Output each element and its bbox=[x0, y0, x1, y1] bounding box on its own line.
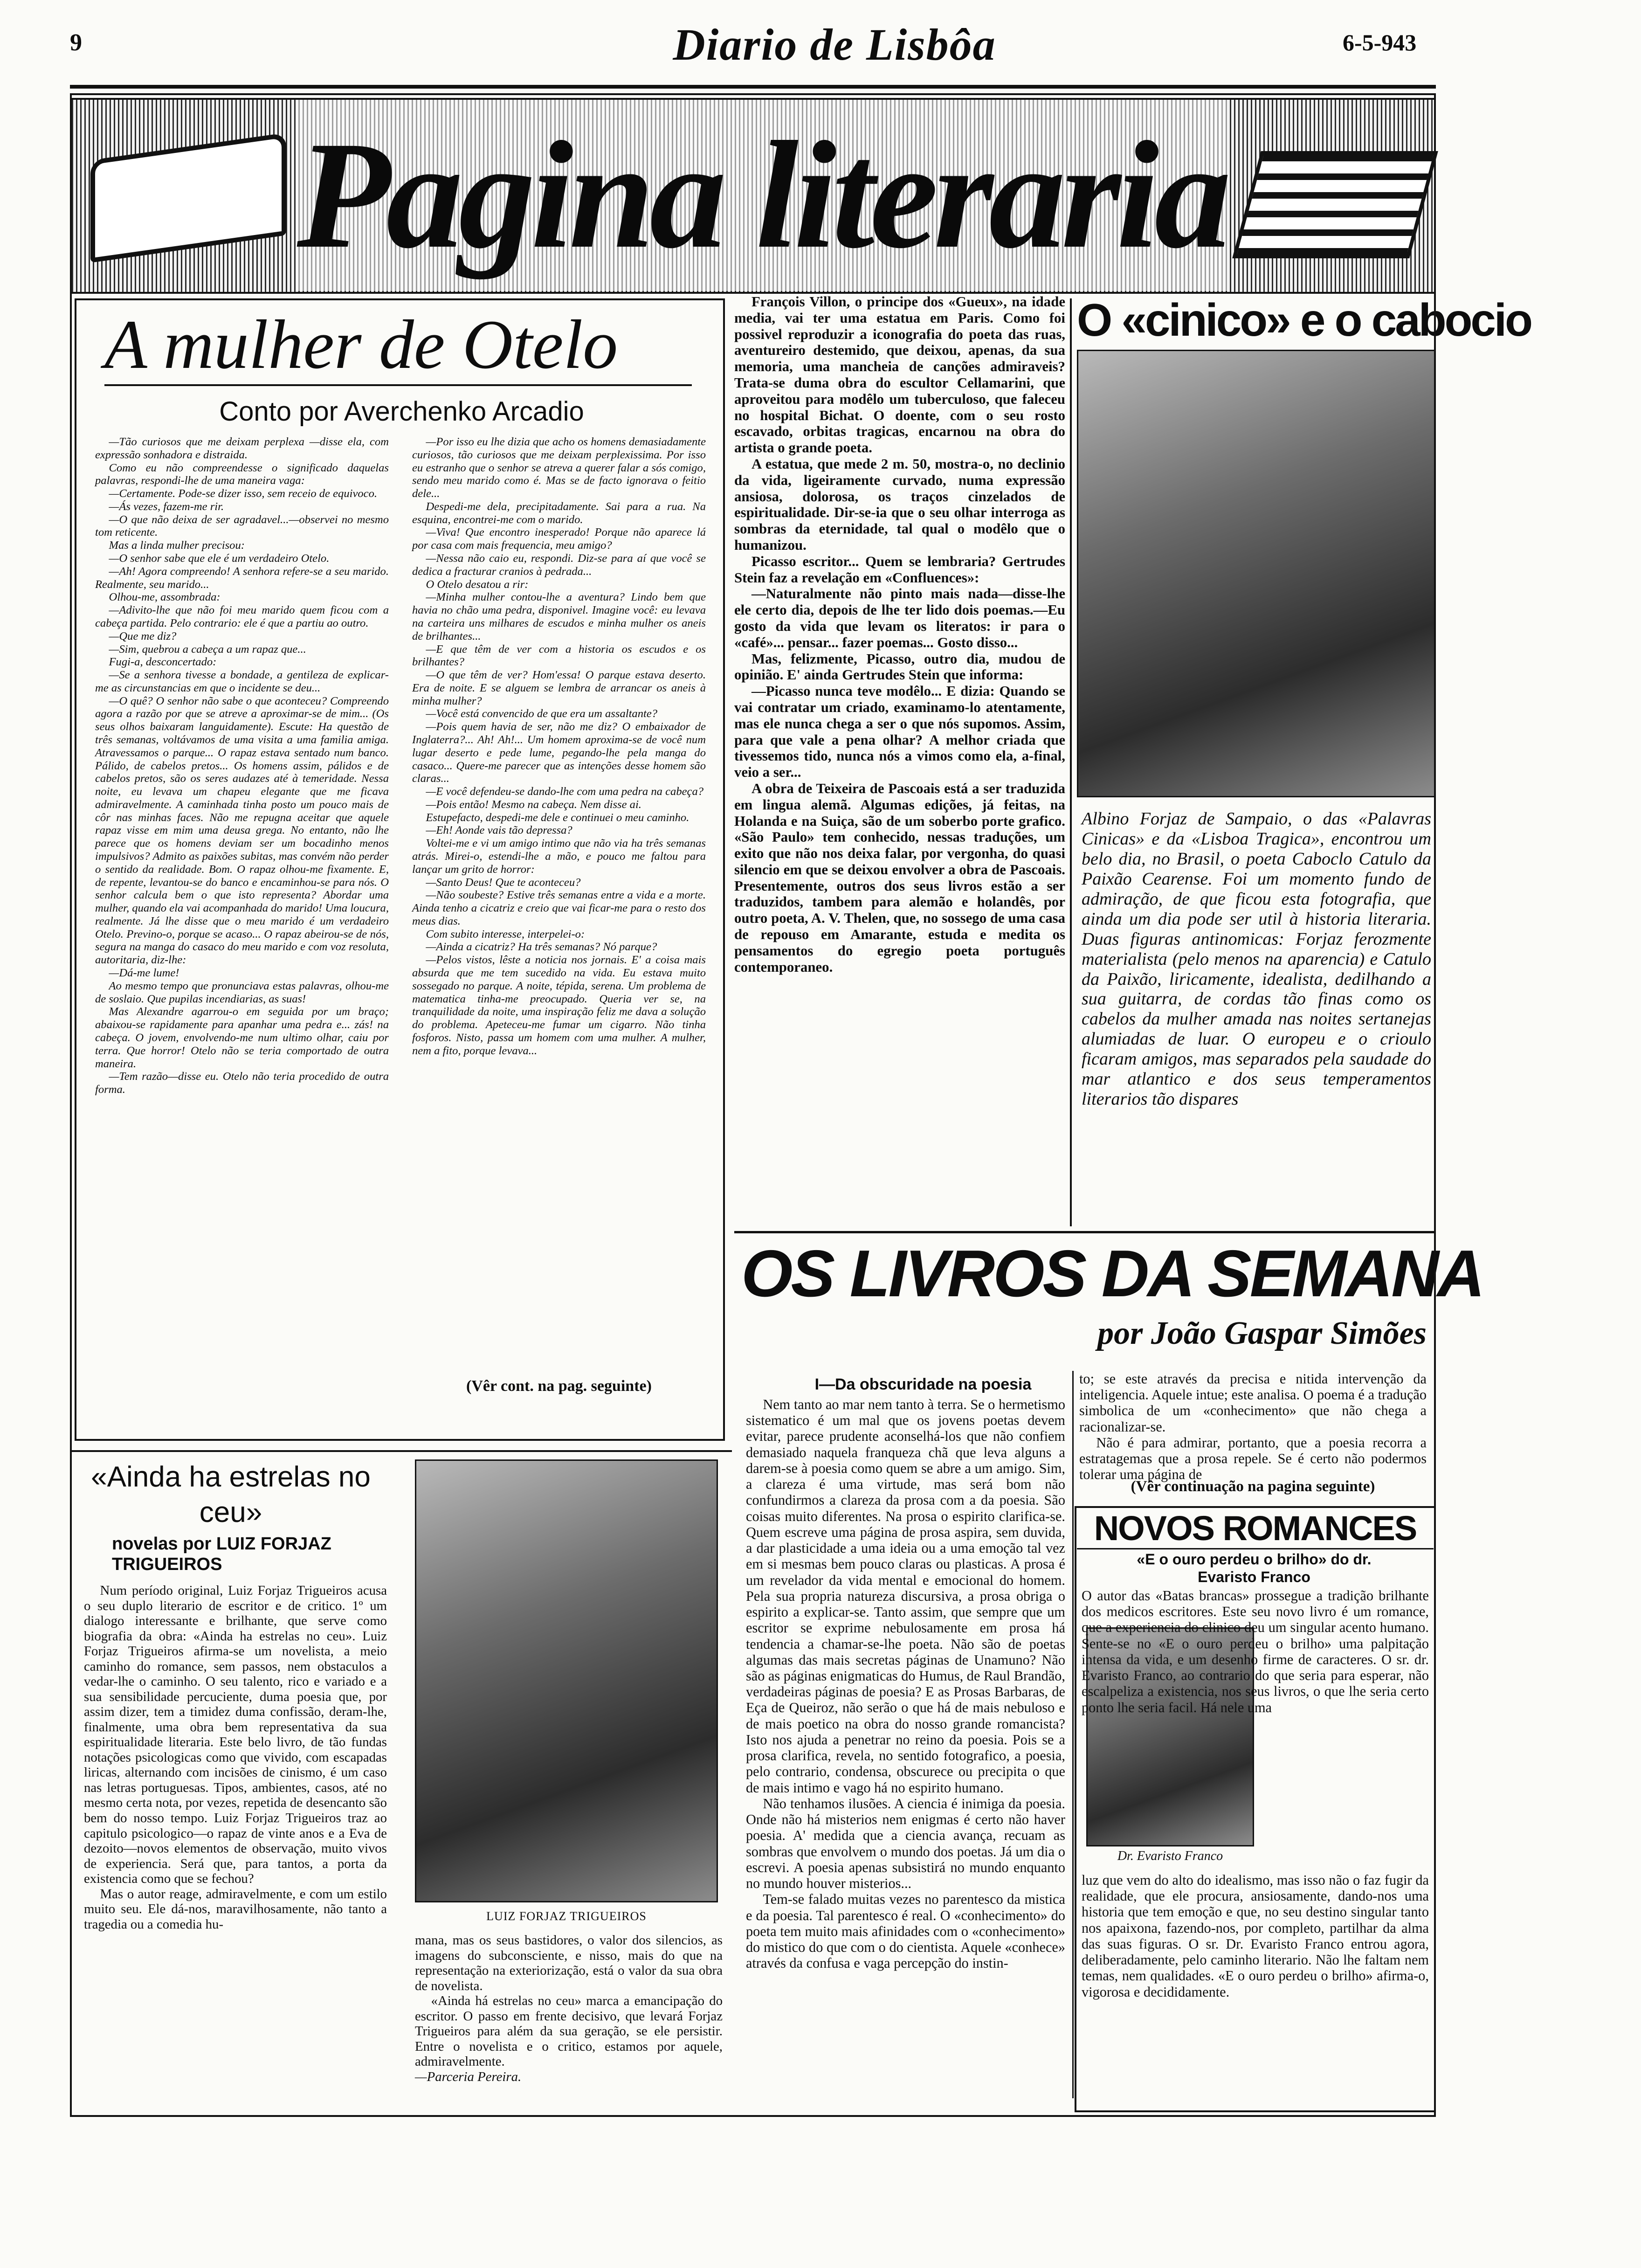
otelo-paragraph: —O senhor sabe que ele é um verdadeiro Otelo. bbox=[109, 552, 330, 565]
trigueiros-photo-caption: LUIZ FORJAZ TRIGUEIROS bbox=[486, 1909, 647, 1923]
otelo-paragraph: —E você defendeu-se dando-lhe com uma pedra na cabeça? bbox=[426, 785, 704, 798]
otelo-paragraph: —E que têm de ver com a historia os escudos e os brilhantes? bbox=[412, 643, 706, 669]
otelo-paragraph: —O quê? O senhor não sabe o que aconteceu? Compreendo agora a razão por que se atreve a aproximar-se de mim... (Os seus olhos baixaram languidamente). Escute: Ha questão de três semanas, voltávamos de uma visita a uma familia amiga. Atravessamos o parque... O rapaz estava sentado num banco. Pálido, de cabelos pretos... Os homens assim, pálidos e de cabelos pretos, são os seres audazes até à temeridade. Nessa noite, eu levava um chapeu elegante que me ficava admiravelmente. A caminhada tinha posto um pouco mais de côr nas minhas faces. Não me repugna aceitar que aquele rapaz visse em mim uma deusa grega. No entanto, não lhe parece que os homens deviam ser um bocadinho menos impulsivos? Admito as paixões subitas, mas convém não perder o sentido da realidade. Bom. O rapaz olhou-me fixamente. E, de repente, levantou-se do banco e encaminhou-se para nós. O senhor calcula bem o que isto representa? Abordar uma mulher, quando ela vai acompanhada do marido! Uma loucura, realmente. Já lhe disse que o meu marido é um verdadeiro Otelo. Previno-o, porque se acaso... O rapaz abeirou-se de nós, segura na manga do casaco do meu marido e com voz resoluta, autoritaria, diz-lhe: bbox=[95, 694, 389, 967]
romances-title: NOVOS ROMANCES bbox=[1077, 1508, 1434, 1549]
otelo-paragraph: —Ah! Agora compreendo! A senhora refere-se a seu marido. Realmente, seu marido... bbox=[95, 565, 389, 591]
cinico-caption: Albino Forjaz de Sampaio, o das «Palavras Cinicas» e da «Lisboa Tragica», encontrou um belo dia, no Brasil, o poeta Caboclo Catulo da Paixão Cearense. Foi um momento fundo de admiração, de que ficou esta fotografia, que ainda um dia pode ser util à historia literaria. Duas figuras antinomicas: Forjaz ferozmente materialista (pelo menos na aparencia) e Catulo da Paixão, liricamente, idealista, dedilhando a sua guitarra, de cordas tão finas como os cabelos da mulher amada nas noites sertanejas alumiadas de luar. O europeu e o crioulo ficaram amigos, mas separados pela saudade do mar atlantico e dos seus temperamentos literarios tão dispares bbox=[1082, 809, 1431, 1109]
otelo-paragraph: —Santo Deus! Que te aconteceu? bbox=[426, 876, 581, 889]
otelo-paragraph: —Ainda a cicatriz? Ha três semanas? Nó parque? bbox=[426, 940, 657, 954]
livros-column-2: to; se este através da precisa e nitida intervenção da inteligencia. Aquele intue; este analisa. O poema é a tradução simbolica de um «conhecimento» que não chega a racionalizar-se. Não é para admirar, portanto, que a poesia recorra a estratagemas que a prosa repele. Se é certo não podermos tolerar uma página de bbox=[1079, 1371, 1427, 1483]
book-icon-left bbox=[90, 132, 286, 263]
otelo-paragraph: —Por isso eu lhe dizia que acho os homens demasiadamente curiosos, tão curiosos que me deixam perplexissima. Por isso eu estranho que o senhor se atreva a querer falar a sós comigo, sendo meu marido como é. Mas se de facto ignorava o feitio dele... bbox=[412, 436, 706, 500]
page-number: 9 bbox=[70, 29, 82, 56]
villon-paragraph: Picasso escritor... Quem se lembraria? Gertrudes Stein faz a revelação em «Confluences»: bbox=[734, 553, 1065, 586]
villon-paragraph: A obra de Teixeira de Pascoais está a ser traduzida em lingua alemã. Algumas edições, já feitas, na Holanda e na Suiça, são de um soberbo porte grafico. «São Paulo» tem conhecido, nessas traduções, um exito que não nos deixa falar, por vergonha, do quasi silencio em que se deixou envolver a obra de Pascoais. Presentemente, outros dos seus livros estão a ser traduzidos, tambem para alemão e holandês, por outro poeta, A. V. Thelen, que, no sossego de uma casa de repouso em Amarante, estuda e medita os pensamentos do egregio poeta português contemporaneo. bbox=[734, 780, 1065, 975]
otelo-paragraph: —Pelos vistos, lêste a noticia nos jornais. E' a coisa mais absurda que me tem sucedido na vida. Eu estava muito sossegado no parque. A noite, tépida, serena. Um problema de matematica tinha-me preocupado. Queria ver se, na tranquilidade da noite, uma inspiração feliz me dava a solução do problema. Apeteceu-me fumar um cigarro. Não tinha fosforos. Nisto, passa um homem com uma mulher. A mulher, nem a fito, porque levava... bbox=[412, 954, 706, 1057]
otelo-box bbox=[75, 298, 725, 1441]
livros-column-1: Nem tanto ao mar nem tanto à terra. Se o hermetismo sistematico é um mal que os jovens poetas devem evitar, parece prudente aconselhá-los que não confiem demasiado naquela franqueza chã que leva alguns a darem-se à poesia como quem se abre a um amigo. Sim, a clareza é uma virtude, mas será bom não confundirmos a clareza da prosa com a da poesia. São coisas muito diferentes. Na prosa o espirito clarifica-se. Quem escreve uma página de prosa aspira, sem duvida, a dar plasticidade a uma ideia ou a uma emoção tal vez em si mesmas bem pouco claras ou plasticas. A prosa é um revelador da vida mental e emocional do homem. Pela sua propria natureza discursiva, a prosa obriga o espirito a explicar-se. Tanto assim, que sempre que um escritor se exprime nebulosamente em prosa há tendencia a chamar-se-lhe poeta. Não são de poetas algumas das mais secretas páginas de Unamuno? Não são as páginas enigmaticas do Humus, de Raul Brandão, verdadeiras páginas de poesia? E as Prosas Barbaras, de Eça de Queiroz, não serão o que há de mais nebuloso e de mais poetico na obra do nosso grande romancista? Isto nos ajuda a penetrar no reino da poesia. Pois se a prosa clarifica, revela, no sentido fotografico, a poesia, pelo contrario, condensa, obscurece ou precipita o que de mais intimo e vago há no espirito humano. Não tenhamos ilusões. A ciencia é inimiga da poesia. Onde não há misterios nem enigmas é certo não haver poesia. A' medida que a ciencia avança, recuam as sombras que envolvem o mundo dos poetas. Já um dia o escrevi. A poesia apenas subsistirá no mundo enquanto no mundo houver misterios... Tem-se falado muitas vezes no parentesco da mistica e da poesia. Tal parentesco é real. O «conhecimento» do poeta tem muito mais afinidades com o «conhecimento» do mistico do que com o do cientista. Aquele «conhece» através da confusa e vaga percepção do instin- bbox=[746, 1397, 1066, 1971]
otelo-paragraph: —Eh! Aonde vais tão depressa? bbox=[426, 824, 572, 837]
otelo-paragraph: —Viva! Que encontro inesperado! Porque não aparece lá por casa com mais frequencia, meu amigo? bbox=[412, 526, 706, 552]
villon-paragraph: —Naturalmente não pinto mais nada—disse-lhe ele certo dia, depois de lhe ter lido dois poemas.—Eu gosto da vida que levam os literatos: ir para o «café»... pensar... fazer poemas... Gosto disso... bbox=[734, 586, 1065, 650]
estrelas-column-2: mana, mas os seus bastidores, o valor dos silencios, as imagens do subconsciente, e nisso, mais do que na representação na exteriorização, está o valor da sua obra de novelista. «Ainda há estrelas no ceu» marca a emancipação do escritor. O passo em frente decisivo, que levará Forjaz Trigueiros para além da sua geração, se ele persistir. Entre o novelista e o critico, estamos por aquele, admiravelmente. —Parceria Pereira. bbox=[415, 1933, 723, 2084]
romances-text-1: O autor das «Batas brancas» prossegue a tradição brilhante dos medicos escritores. Este seu novo livro é um romance, que a experiencia do clinico deu um singular acento humano. Sente-se no «E o ouro perdeu o brilho» uma palpitação intensa da vida, e um desenho firme de caracteres. O sr. dr. Evaristo Franco, ao contrario do que seria para esperar, não escalpeliza a existencia, nos seus livros, o que lhe seria certo ponto lhe seria facil. Há nele uma bbox=[1082, 1588, 1429, 1715]
otelo-paragraph: Com subito interesse, interpelei-o: bbox=[426, 927, 585, 940]
otelo-paragraph: —Se a senhora tivesse a bondade, a gentileza de explicar-me as circunstancias em que o incidente se deu... bbox=[95, 669, 389, 694]
romances-text-2: luz que vem do alto do idealismo, mas isso não o faz fugir da realidade, que ele procura, ansiosamente, dando-nos uma historia que tem emoção e que, no seu destino singular tanto nos apaixona, fazendo-nos, por completo, partilhar da alma das suas figuras. O sr. Dr. Evaristo Franco entrou agora, deliberadamente, pelo caminho literario. Não lhe faltam nem temas, nem qualidades. «E o ouro perdeu o brilho» afirma-o, vigorosa e decididamente. bbox=[1082, 1872, 1429, 2000]
trigueiros-photo bbox=[415, 1459, 718, 1902]
issue-date: 6-5-943 bbox=[1343, 29, 1417, 55]
otelo-column-1 bbox=[95, 436, 389, 1396]
villon-paragraph: —Picasso nunca teve modêlo... E dizia: Quando se vai contratar um criado, examinamo-lo atentamente, mas ele nunca chega a ser o que nós supomos. Assim, para que vale a pena olhar? A melhor criada que tivessemos tido, nunca nós a vimos como ela, a-final, veio a ser... bbox=[734, 683, 1065, 781]
otelo-paragraph: —Você está convencido de que era um assaltante? bbox=[426, 707, 658, 720]
estrelas-title: «Ainda ha estrelas no ceu» bbox=[91, 1461, 371, 1528]
otelo-paragraph: Fugi-a, desconcertado: bbox=[109, 656, 217, 669]
otelo-paragraph: Mas Alexandre agarrou-o em seguida por um braço; abaixou-se rapidamente para apanhar uma pedra e... zás! na cabeça. O jovem, envolvendo-me num ultimo olhar, caiu por terra. Que horror! Otelo não se teria comportado de outra maneira. bbox=[95, 1005, 389, 1070]
livros-rule bbox=[734, 1231, 1436, 1233]
otelo-paragraph: —O que têm de ver? Hom'essa! O parque estava deserto. Era de noite. E se alguem se lembra de arrancar os aneis à minha mulher? bbox=[412, 669, 706, 707]
livros-byline: por João Gaspar Simões bbox=[1097, 1315, 1427, 1351]
otelo-paragraph: —Certamente. Pode-se dizer isso, sem receio de equivoco. bbox=[109, 487, 378, 500]
villon-column bbox=[734, 294, 1065, 1231]
otelo-paragraph: Ao mesmo tempo que pronunciava estas palavras, olhou-me de soslaio. Que pupilas incendiarias, as suas! bbox=[95, 979, 389, 1005]
romances-photo-caption: Dr. Evaristo Franco bbox=[1117, 1849, 1223, 1863]
estrelas-subtitle: novelas por LUIZ FORJAZ TRIGUEIROS bbox=[112, 1534, 331, 1574]
otelo-paragraph: O Otelo desatou a rir: bbox=[426, 578, 529, 591]
otelo-paragraph: —Sim, quebrou a cabeça a um rapaz que... bbox=[109, 643, 306, 656]
otelo-paragraph: —Minha mulher contou-lhe a aventura? Lindo bem que havia no chão uma pedra, disponivel. Imagine você: eu levava na carteira uns milhares de escudos e minha mulher os aneis de brilhantes... bbox=[412, 591, 706, 643]
otelo-paragraph: Mas a linda mulher precisou: bbox=[109, 539, 245, 552]
villon-divider bbox=[1070, 298, 1072, 1226]
book-stack-icon-right bbox=[1232, 151, 1438, 258]
livros-divider bbox=[1072, 1371, 1074, 2098]
banner-title: Pagina literaria bbox=[296, 100, 1228, 291]
estrelas-column-1: Num período original, Luiz Forjaz Trigueiros acusa o seu duplo literario de escritor e de critico. 1º um dialogo interessante e brilhante, que serve como biografia da obra: «Ainda ha estrelas no ceu». Luiz Forjaz Trigueiros afirma-se um novelista, a meio caminho do romance, sem passos, nem obstaculos a vedar-lhe o caminho. O seu talento, rico e variado e a sua sensibilidade percuciente, duma poesia que, por assim dizer, tem a timidez duma confissão, deram-lhe, finalmente, uma obra bem representativa da sua espiritualidade literaria. Este belo livro, de tão fundas notações psicologicas como que vivido, com escapadas liricas, alternando com incisões de cinismo, é um caso nas letras portuguesas. Tipos, ambientes, casos, até no mesmo certa nota, por vezes, repetida de desencanto são bem do nosso tempo. Luiz Forjaz Trigueiros traz ao capitulo psicologico—o rapaz de vinte anos e a Eva de dezoito—novos elementos de observação, muito vivos de experiencia. Será que, para tantos, a porta da existencia como que se fechou? Mas o autor reage, admiravelmente, e com um estilo muito seu. Ele dá-nos, maravilhosamente, não tanto a tragedia ou a comedia hu- bbox=[84, 1583, 387, 1932]
banner bbox=[70, 98, 1436, 294]
otelo-paragraph: —Pois quem havia de ser, não me diz? O embaixador de Inglaterra?... Ah! Ah!... Um homem aproxima-se de você num lugar deserto e pede lume, pegando-lhe pela manga do casaco... Quere-me parecer que as intenções desse homem são claras... bbox=[412, 720, 706, 785]
otelo-paragraph: —Adivito-lhe que não foi meu marido quem ficou com a cabeça partida. Pelo contrario: ele é que a partiu ao outro. bbox=[95, 604, 389, 629]
otelo-paragraph: Olhou-me, assombrada: bbox=[109, 591, 221, 604]
otelo-paragraph: Como eu não compreendesse o significado daquelas palavras, respondi-lhe de uma maneira vaga: bbox=[95, 461, 389, 487]
otelo-paragraph: —Dá-me lume! bbox=[109, 967, 179, 980]
otelo-paragraph: —Nessa não caio eu, respondi. Diz-se para aí que você se dedica a fracturar cranios à pedrada... bbox=[412, 552, 706, 578]
otelo-subtitle: Conto por Averchenko Arcadio bbox=[219, 396, 584, 427]
villon-paragraph: A estatua, que mede 2 m. 50, mostra-o, no declinio da vida, ligeiramente curvado, numa expressão ansiosa, dolorosa, os traços cinzelados de espiritualidade. Dir-se-ia que o seu olhar interroga as sombras da eternidade, tal qual o modêlo que o humanizou. bbox=[734, 456, 1065, 553]
otelo-paragraph: —Que me diz? bbox=[109, 629, 177, 643]
romances-headline: «E o ouro perdeu o brilho» do dr. Evaristo Franco bbox=[1137, 1551, 1372, 1586]
header-rule bbox=[70, 85, 1436, 89]
otelo-paragraph: —Tem razão—disse eu. Otelo não teria procedido de outra forma. bbox=[95, 1070, 389, 1096]
otelo-paragraph: —O que não deixa de ser agradavel...—observei no mesmo tom reticente. bbox=[95, 513, 389, 539]
otelo-title: A mulher de Otelo bbox=[104, 305, 692, 386]
otelo-column-2 bbox=[412, 436, 706, 1373]
otelo-paragraph: —Tão curiosos que me deixam perplexa —disse ela, com expressão sonhadora e distraida. bbox=[95, 436, 389, 461]
livros-title: OS LIVROS DA SEMANA bbox=[741, 1237, 1483, 1311]
otelo-paragraph: —Ás vezes, fazem-me rir. bbox=[109, 500, 224, 513]
otelo-paragraph: Voltei-me e vi um amigo intimo que não via ha três semanas atrás. Mirei-o, estendi-lhe a mão, e pouco me faltou para lançar um grito de horror: bbox=[412, 837, 706, 876]
otelo-continuation: (Vêr cont. na pag. seguinte) bbox=[466, 1377, 652, 1395]
villon-paragraph: François Villon, o principe dos «Gueux», na idade media, vai ter uma estatua em Paris. Como foi possivel reproduzir a iconografia do poeta das ruas, aventureiro destemido, que deixou, apenas, da sua memoria, uma mancheia de canções admiraveis? Trata-se duma obra do escultor Cellamarini, que aproveitou para modêlo um tuberculoso, que faleceu no hospital Bichat. O doente, com o seu rosto escavado, orbitas tragicas, encarnou na obra do artista o grande poeta. bbox=[734, 294, 1065, 456]
masthead: Diario de Lisbôa bbox=[673, 20, 996, 69]
otelo-paragraph: —Pois então! Mesmo na cabeça. Nem disse ai. bbox=[426, 798, 641, 811]
livros-continuation: (Vêr continuação na pagina seguinte) bbox=[1131, 1478, 1375, 1495]
otelo-paragraph: Estupefacto, despedi-me dele e continuei o meu caminho. bbox=[426, 811, 689, 824]
otelo-paragraph: Despedi-me dela, precipitadamente. Sai para a rua. Na esquina, encontrei-me com o marido. bbox=[412, 500, 706, 526]
livros-section-heading: I—Da obscuridade na poesia bbox=[814, 1376, 1032, 1393]
estrelas-rule bbox=[70, 1450, 732, 1452]
cinico-title: O «cinico» e o cabocio bbox=[1077, 294, 1531, 346]
cinico-photo bbox=[1077, 350, 1436, 797]
otelo-paragraph: —Não soubeste? Estive três semanas entre a vida e a morte. Ainda tenho a cicatriz e creio que vai ficar-me para o resto dos meus dias. bbox=[412, 889, 706, 927]
villon-paragraph: Mas, felizmente, Picasso, outro dia, mudou de opinião. E' ainda Gertrudes Stein que informa: bbox=[734, 650, 1065, 683]
